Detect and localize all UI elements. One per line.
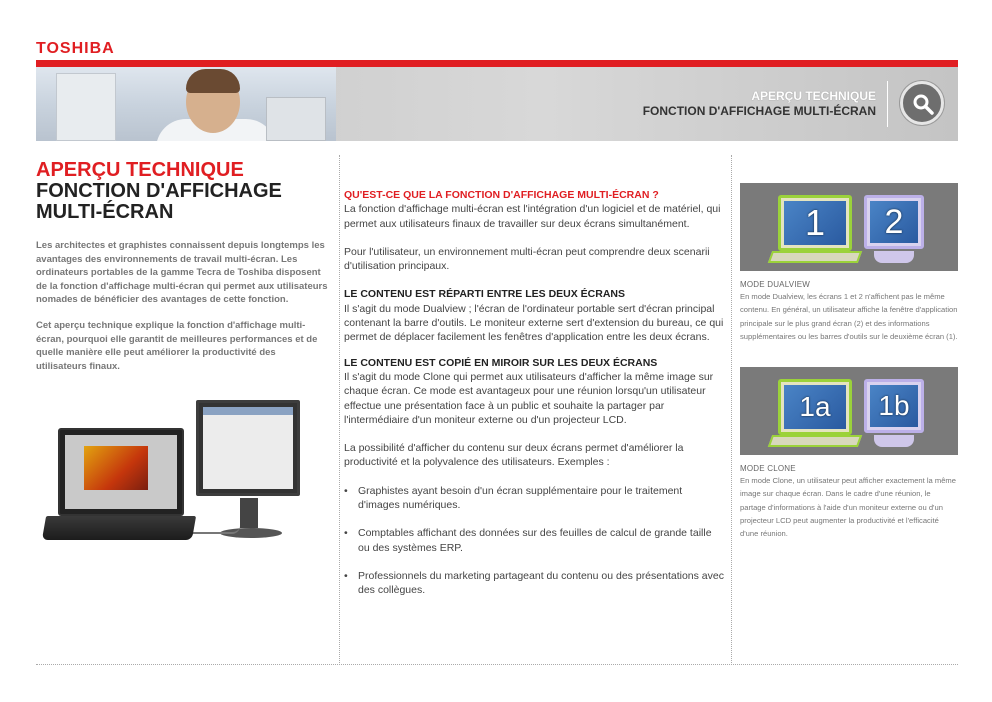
laptop-screen-1a: 1a xyxy=(778,379,852,435)
clone-caption-text: En mode Clone, un utilisateur peut afficher exactement la même image sur chaque écran. Dans le cadre d'une réunion, le partage d'informations à l'aide d'un moniteur externe ou d'un projecteur LCD peut augmenter la productivité et l'efficacité d'une réunion. xyxy=(740,476,956,539)
section-heading-dualview: LE CONTENU EST RÉPARTI ENTRE LES DEUX ÉCRANS xyxy=(344,288,625,301)
main-column xyxy=(344,188,724,612)
header-banner xyxy=(36,67,958,141)
dualview-illustration xyxy=(740,183,958,271)
question-text-2: Pour l'utilisateur, un environnement multi-écran peut comprendre deux scenarii d'utilisation principaux. xyxy=(344,245,710,273)
banner-photo xyxy=(36,67,336,141)
dualview-caption-title: MODE DUALVIEW xyxy=(740,280,811,289)
laptop-monitor-photo xyxy=(44,400,306,570)
header-red-line xyxy=(36,60,958,67)
laptop-screen-1: 1 xyxy=(778,195,852,251)
magnifier-icon xyxy=(900,81,944,125)
list-item: • Professionnels du marketing partageant du contenu ou des présentations avec des collègues. xyxy=(344,569,724,597)
page-subtitle-line1: FONCTION D'AFFICHAGE xyxy=(36,180,282,202)
sidebar-column xyxy=(740,183,958,541)
section-heading-clone: LE CONTENU EST COPIÉ EN MIROIR SUR LES DEUX ÉCRANS xyxy=(344,356,658,369)
toshiba-logo: TOSHIBA xyxy=(36,40,115,57)
banner-separator xyxy=(887,81,888,127)
banner-title xyxy=(643,89,876,118)
column-divider-left xyxy=(339,155,340,665)
intro-column xyxy=(36,160,328,373)
question-text: La fonction d'affichage multi-écran est l'intégration d'un logiciel et de matériel, qui permet aux utilisateurs finaux de travailler sur deux écrans simultanément. xyxy=(344,203,721,230)
section-heading-question: QU'EST-CE QUE LA FONCTION D'AFFICHAGE MULTI-ÉCRAN ? xyxy=(344,189,659,201)
dualview-caption-text: En mode Dualview, les écrans 1 et 2 n'affichent pas le même contenu. En général, un utilisateur affiche la fenêtre d'application principale sur le plus grand écran (2) et des informations supplémentaires ou les barres d'outils sur le deuxième écran (1). xyxy=(740,292,958,341)
banner-title-line1: APERÇU TECHNIQUE xyxy=(751,89,876,103)
page-subtitle-line2: MULTI-ÉCRAN xyxy=(36,201,174,223)
productivity-text: La possibilité d'afficher du contenu sur deux écrans permet d'améliorer la productivité et la polyvalence des utilisateurs. Exemples : xyxy=(344,442,684,469)
list-item: • Graphistes ayant besoin d'un écran supplémentaire pour le traitement d'images numériques. xyxy=(344,484,683,512)
banner-title-line2: FONCTION D'AFFICHAGE MULTI-ÉCRAN xyxy=(642,104,876,118)
external-monitor-1b: 1b xyxy=(864,379,924,433)
external-monitor-2: 2 xyxy=(864,195,924,249)
intro-paragraph-2: Cet aperçu technique explique la fonction d'affichage multi-écran, pourquoi elle garantit de meilleures performances et de quelle manière elle peut améliorer la productivité des utilisateurs finaux. xyxy=(36,319,318,372)
clone-illustration xyxy=(740,367,958,455)
clone-text: Il s'agit du mode Clone qui permet aux utilisateurs d'afficher la même image sur chaque écran. Ce mode est avantageux pour une réunion lorsqu'un utilisateur effectue une présentation face à un public et souhaite la partager par l'intermédiaire d'un moniteur externe ou d'un projecteur LCD. xyxy=(344,370,714,426)
clone-caption-title: MODE CLONE xyxy=(740,464,796,474)
list-item: • Comptables affichant des données sur des feuilles de calcul de grande taille ou des systèmes ERP. xyxy=(344,527,712,554)
intro-paragraph-1: Les architectes et graphistes connaissent depuis longtemps les avantages des environnements de travail multi-écran. Les ordinateurs portables de la gamme Tecra de Toshiba disposent de la fonction d'affichage multi-écran qui permet aux utilisateurs nomades de bénéficier des avantages de cette fonction. xyxy=(36,240,328,306)
dualview-text: Il s'agit du mode Dualview ; l'écran de l'ordinateur portable sert d'écran principal contenant la barre d'outils. Le moniteur externe sert d'extension du bureau, ce qui permet de déplacer facilement les fenêtres d'application entre les deux écrans. xyxy=(344,302,724,344)
column-divider-right xyxy=(731,155,732,665)
footer-divider xyxy=(36,664,958,665)
examples-list xyxy=(344,484,724,598)
page-title: APERÇU TECHNIQUE xyxy=(36,159,244,181)
